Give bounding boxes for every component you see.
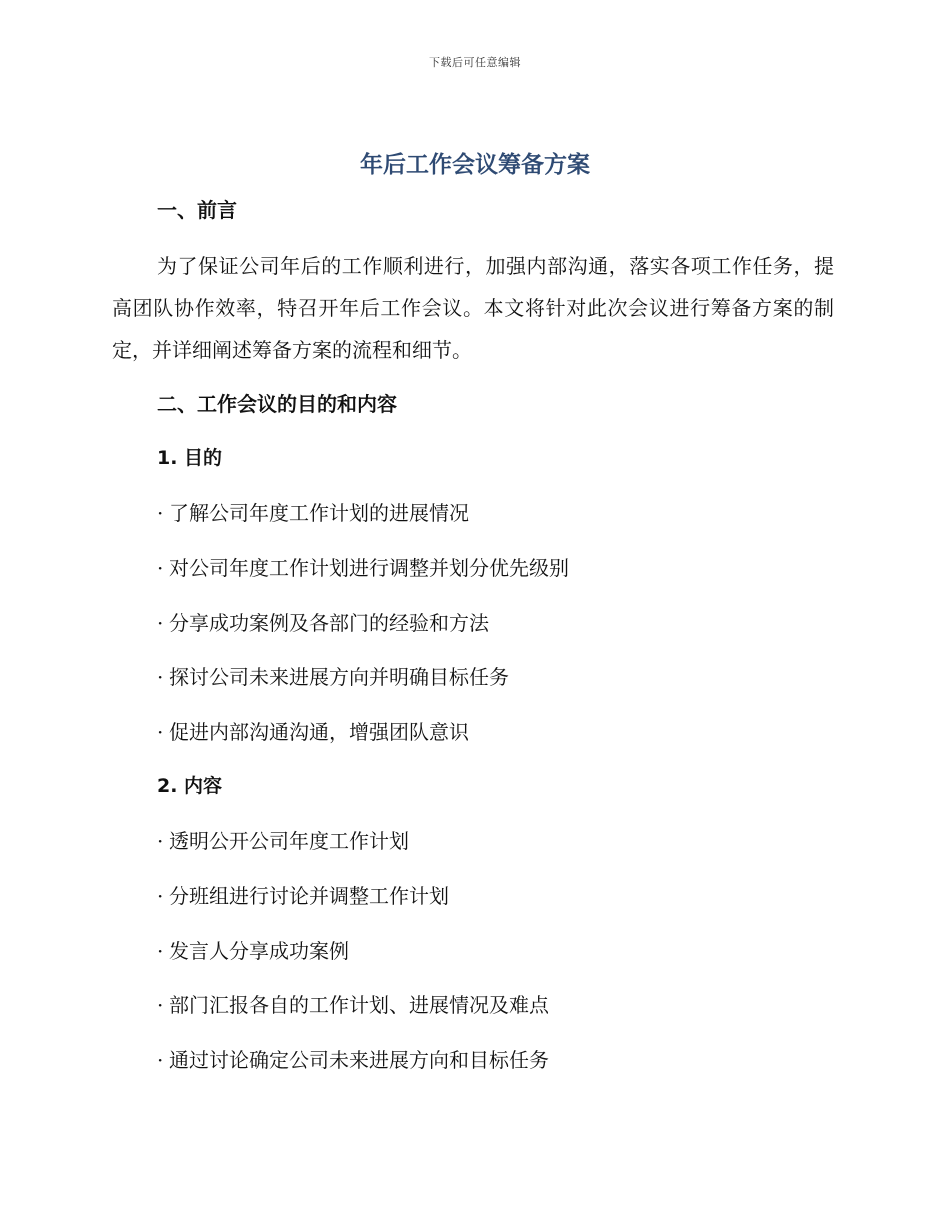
bullet-dot: ·: [157, 993, 164, 1017]
list-item-text: 了解公司年度工作计划的进展情况: [169, 501, 469, 525]
bullet-dot: ·: [157, 501, 164, 525]
bullet-dot: ·: [157, 939, 164, 963]
list-item: [157, 880, 449, 909]
list-item: [157, 935, 349, 964]
list-item-text: 部门汇报各自的工作计划、进展情况及难点: [169, 993, 549, 1017]
list-item-text: 对公司年度工作计划进行调整并划分优先级别: [169, 556, 569, 580]
list-item-text: 分班组进行讨论并调整工作计划: [169, 884, 449, 908]
bullet-dot: ·: [157, 884, 164, 908]
bullet-dot: ·: [157, 1048, 164, 1072]
bullet-dot: ·: [157, 556, 164, 580]
list-item-text: 通过讨论确定公司未来进展方向和目标任务: [169, 1048, 549, 1072]
subheading-purpose: 1. 目的: [157, 447, 223, 469]
list-item-text: 透明公开公司年度工作计划: [169, 829, 409, 853]
document-title: 年后工作会议筹备方案: [360, 152, 590, 178]
bullet-dot: ·: [157, 829, 164, 853]
list-item: [157, 497, 469, 526]
list-item: [157, 716, 469, 745]
list-item: [157, 825, 409, 854]
preface-paragraph: 为了保证公司年后的工作顺利进行，加强内部沟通，落实各项工作任务，提高团队协作效率，特召开年后工作会议。本文将针对此次会议进行筹备方案的制定，并详细阐述筹备方案的流程和细节。: [112, 254, 834, 362]
list-item-text: 探讨公司未来进展方向并明确目标任务: [169, 665, 509, 689]
subheading-content: 2. 内容: [157, 775, 223, 797]
page-header-note: 下载后可任意编辑: [429, 56, 521, 69]
section-heading-purpose-content: 二、工作会议的目的和内容: [157, 392, 397, 416]
bullet-dot: ·: [157, 611, 164, 635]
list-item: [157, 661, 509, 690]
list-item: [157, 552, 569, 581]
list-item-text: 促进内部沟通沟通，增强团队意识: [169, 720, 469, 744]
section-heading-preface: 一、前言: [157, 198, 237, 222]
bullet-dot: ·: [157, 665, 164, 689]
list-item-text: 发言人分享成功案例: [169, 939, 349, 963]
list-item: [157, 607, 489, 636]
bullet-dot: ·: [157, 720, 164, 744]
list-item-text: 分享成功案例及各部门的经验和方法: [169, 611, 489, 635]
list-item: [157, 989, 549, 1018]
list-item: [157, 1044, 549, 1073]
